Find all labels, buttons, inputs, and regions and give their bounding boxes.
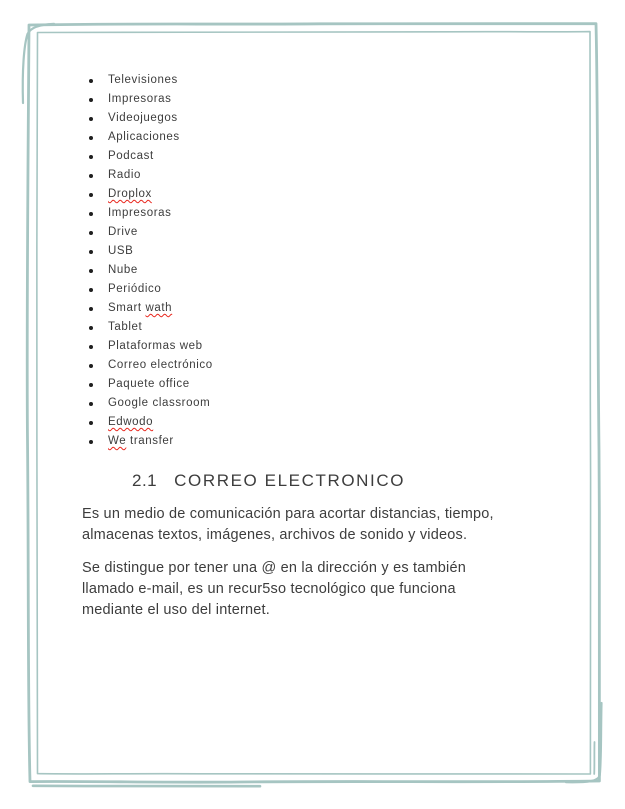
list-item-text: Nube <box>108 264 138 276</box>
paragraph-line: llamado e-mail, es un recur5so tecnológico que funciona <box>82 581 456 597</box>
list-item[interactable] <box>84 242 213 261</box>
list-item-text: Tablet <box>108 321 143 333</box>
list-item-text: USB <box>108 245 134 257</box>
list-item-text: Plataformas web <box>108 340 203 352</box>
list-item[interactable] <box>84 394 213 413</box>
misspelled-word[interactable]: Edwodo <box>108 416 154 428</box>
misspelled-word[interactable]: Droplox <box>108 188 152 200</box>
list-item-text: Impresoras <box>108 93 172 105</box>
paragraph-line: Es un medio de comunicación para acortar distancias, tiempo, <box>82 506 494 522</box>
paragraph[interactable] <box>82 558 466 621</box>
list-item[interactable] <box>84 147 213 166</box>
paragraph[interactable] <box>82 504 494 546</box>
list-item[interactable] <box>84 356 213 375</box>
border-sketch-bottomright <box>566 703 602 782</box>
paragraph-line: mediante el uso del internet. <box>82 602 270 618</box>
list-item-text: Radio <box>108 169 142 181</box>
list-item-text: Televisiones <box>108 74 178 86</box>
list-item-text: Smart <box>108 302 146 314</box>
list-item[interactable] <box>84 128 213 147</box>
list-item[interactable] <box>84 299 213 318</box>
list-item-text: Google classroom <box>108 397 211 409</box>
section-title: CORREO ELECTRONICO <box>174 471 406 490</box>
list-item-text: Paquete office <box>108 378 190 390</box>
list-item-text: Periódico <box>108 283 162 295</box>
list-item[interactable] <box>84 185 213 204</box>
list-item-text: Podcast <box>108 150 154 162</box>
misspelled-word[interactable]: We <box>108 435 127 447</box>
list-item[interactable] <box>84 432 213 451</box>
list-item-text: Videojuegos <box>108 112 178 124</box>
section-number: 2.1 <box>132 471 158 490</box>
list-item[interactable] <box>84 166 213 185</box>
list-item[interactable] <box>84 375 213 394</box>
paragraph-line: Se distingue por tener una @ en la dirección y es también <box>82 560 467 576</box>
list-item-text: Impresoras <box>108 207 172 219</box>
list-item[interactable] <box>84 109 213 128</box>
list-item[interactable] <box>84 223 213 242</box>
list-item[interactable] <box>84 90 213 109</box>
list-item[interactable] <box>84 280 213 299</box>
list-item-text: transfer <box>126 435 174 447</box>
list-item[interactable] <box>84 71 213 90</box>
list-item[interactable] <box>84 204 213 223</box>
section-heading[interactable] <box>132 471 405 491</box>
bullet-list <box>84 71 213 451</box>
list-item[interactable] <box>84 337 213 356</box>
list-item-text: Aplicaciones <box>108 131 180 143</box>
list-item-text: Drive <box>108 226 138 238</box>
border-sketch-topleft <box>23 24 54 103</box>
list-item[interactable] <box>84 261 213 280</box>
paragraph-line: almacenas textos, imágenes, archivos de sonido y videos. <box>82 527 468 543</box>
list-item[interactable] <box>84 318 213 337</box>
misspelled-word[interactable]: wath <box>145 302 173 314</box>
list-item-text: Correo electrónico <box>108 359 213 371</box>
list-item[interactable] <box>84 413 213 432</box>
